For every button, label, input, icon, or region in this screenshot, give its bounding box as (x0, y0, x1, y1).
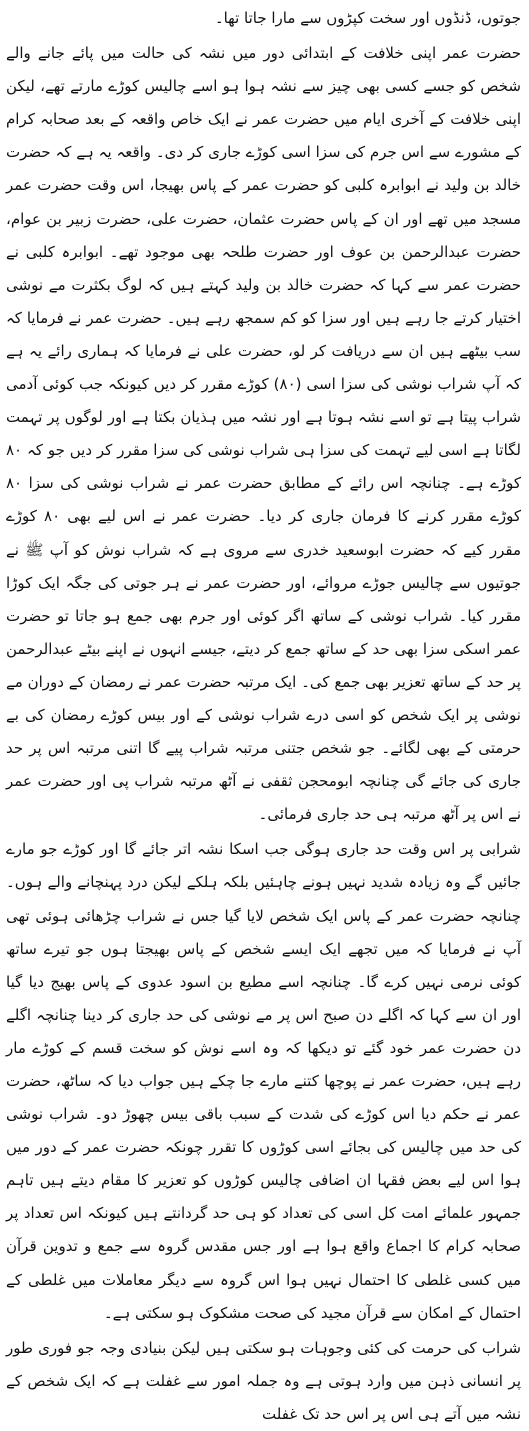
paragraph-1: جوتوں، ڈنڈوں اور سخت کپڑوں سے مارا جاتا تھا۔ (214, 9, 521, 27)
paragraph-4: شراب کی حرمت کی کئی وجوہات ہو سکتی ہیں لیکن بنیادی وجہ جو فوری طور پر انسانی ذہن میں وارد ہوتی ہے وہ جملہ امور سے غفلت ہے کہ ایک شخص کے نشہ میں آتے ہی اس پر اس حد تک غفلت (6, 1338, 521, 1423)
paragraph-3: شرابی پر اس وقت حد جاری ہوگی جب اسکا نشہ اتر جائے گا اور کوڑے جو مارے جائیں گے وہ زیادہ شدید نہیں ہونے چاہئیں بلکہ ہلکے لیکن درد پہنچانے والے ہوں۔ چنانچہ حضرت عمر کے پاس ایک شخص لایا گیا جس نے شراب چڑھائی ہوئی تھی آپ نے فرمایا کہ میں تجھے ایک ایسے شخص کے پاس بھیجتا ہوں جو تیرے ساتھ کوئی نرمی نہیں کرے گا۔ چنانچہ اسے مطیع بن اسود عدوی کے پاس بھیج دیا گیا اور ان سے کہا کہ اگلے دن صبح اس پر مے نوشی کی حد جاری کر دینا چنانچہ اگلے دن حضرت عمر خود گئے تو دیکھا کہ وہ اسے نوش کو سخت قسم کے کوڑے مار رہے ہیں، حضرت عمر نے پوچھا کتنے مارے جا چکے ہیں جواب دیا کہ ساٹھ، حضرت عمر نے حکم دیا اس کوڑے کی شدت کے سبب باقی بیس چھوڑ دو۔ شراب نوشی کی حد میں چالیس کی بجائے اسی کوڑوں کا تقرر چونکہ حضرت عمر کے دور میں ہوا اس لیے بعض فقہا ان اضافی چالیس کوڑوں کو تعزیر کا مقام دیتے ہیں تاہم جمہور علمائے امت کل اسی کی تعداد کو ہی حد گردانتے ہیں کیونکہ اس تعداد پر صحابہ کرام کا اجماع واقع ہوا ہے اور جس مقدس گروہ سے جمع و تدوین قرآن میں کسی غلطی کا احتمال نہیں ہوا اس گروہ سے دیگر معاملات میں غلطی کے احتمال کے امکان سے قرآن مجید کی صحت مشکوک ہو سکتی ہے۔ (6, 840, 521, 1322)
paragraph-2: حضرت عمر اپنی خلافت کے ابتدائی دور میں نشہ کی حالت میں پائے جانے والے شخص کو جسے کسی بھی چیز سے نشہ ہوا ہو اسے چالیس کوڑے مارتے تھے، لیکن اپنی خلافت کے آخری ایام میں حضرت عمر نے ایک خاص واقعہ کے بعد صحابہ کرام کے مشورے سے اس جرم کی سزا اسی کوڑے جاری کر دی۔ واقعہ یہ ہے کہ حضرت خالد بن ولید نے ابوابرہ کلبی کو حضرت عمر کے پاس بھیجا، اس وقت حضرت عمر مسجد میں تھے اور ان کے پاس حضرت عثمان، حضرت علی، حضرت زبیر بن عوام، حضرت عبدالرحمن بن عوف اور حضرت طلحہ بھی موجود تھے۔ ابوابرہ کلبی نے حضرت عمر سے کہا کہ حضرت خالد بن ولید کہتے ہیں کہ لوگ بکثرت مے نوشی اختیار کرتے جا رہے ہیں اور سزا کو کم سمجھ رہے ہیں۔ حضرت عمر نے فرمایا کہ سب بیٹھے ہیں ان سے دریافت کر لو، حضرت علی نے فرمایا کہ ہماری رائے یہ ہے کہ آپ شراب نوشی کی سزا اسی (۸۰) کوڑے مقرر کر دیں کیونکہ جب کوئی آدمی شراب پیتا ہے تو اسے نشہ ہوتا ہے اور نشہ میں ہذیان بکتا ہے اور لوگوں پر تہمت لگاتا ہے اسی لیے تہمت کی سزا ہی شراب نوشی کی سزا مقرر کر دیں جو کہ ۸۰ کوڑے ہے۔ چنانچہ اس رائے کے مطابق حضرت عمر نے شراب نوشی کی سزا ۸۰ کوڑے مقرر کرنے کا فرمان جاری کر دیا۔ حضرت عمر نے اس لیے بھی ۸۰ کوڑے مقرر کیے کہ حضرت ابوسعید خدری سے مروی ہے کہ شراب نوش کو آپ ﷺ نے جوتیوں سے چالیس جوڑے مروائے، اور حضرت عمر نے ہر جوتی کی جگہ ایک کوڑا مقرر کیا۔ شراب نوشی کے ساتھ اگر کوئی اور جرم بھی جمع ہو جاتا تو حضرت عمر اسکی سزا بھی حد کے ساتھ جمع کر دیتے، جیسے انہوں نے اپنے بیٹے عبدالرحمن پر حد کے ساتھ تعزیر بھی جمع کی۔ ایک مرتبہ حضرت عمر نے رمضان کے دوران مے نوشی پر ایک شخص کو اسی درے شراب نوشی کے اور بیس کوڑے رمضان کی بے حرمتی کے بھی لگائے۔ جو شخص جتنی مرتبہ شراب پیے گا اتنی مرتبہ اس پر حد جاری کی جائے گی چنانچہ ابومحجن ثقفی نے آٹھ مرتبہ شراب پی اور حضرت عمر نے اس پر آٹھ مرتبہ ہی حد جاری فرمائی۔ (6, 44, 521, 824)
